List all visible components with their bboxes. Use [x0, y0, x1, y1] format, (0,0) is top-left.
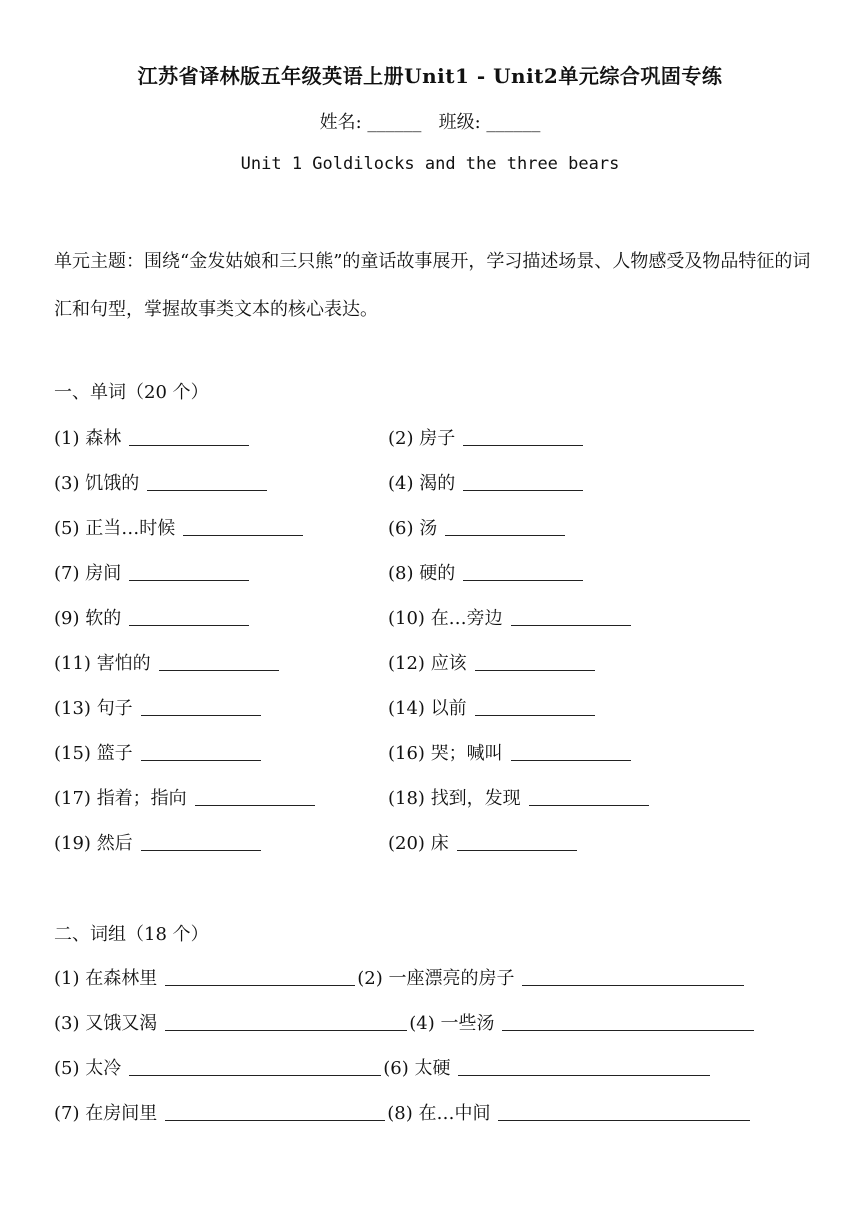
answer-blank[interactable] — [498, 1102, 750, 1121]
word-row — [0, 424, 860, 454]
phrase-row — [0, 964, 860, 994]
phrase-item: (1) 在森林里 (2) 一座漂亮的房子 — [54, 964, 744, 990]
phrase-row — [0, 1054, 860, 1084]
word-row — [0, 694, 860, 724]
answer-blank[interactable] — [511, 742, 631, 761]
word-item: (18) 找到，发现 — [388, 784, 649, 810]
answer-blank[interactable] — [458, 1057, 710, 1076]
page-title: 江苏省译林版五年级英语上册Unit1 - Unit2单元综合巩固专练 — [137, 64, 723, 88]
phrase-item: (5) 太冷 (6) 太硬 — [54, 1054, 710, 1080]
answer-blank[interactable] — [445, 517, 565, 536]
word-item: (16) 哭；喊叫 — [388, 739, 631, 765]
word-item: (2) 房子 — [388, 424, 583, 450]
answer-blank[interactable] — [529, 787, 649, 806]
word-item: (3) 饥饿的 — [54, 469, 267, 495]
unit-title: Unit 1 Goldilocks and the three bears — [240, 154, 620, 174]
word-row — [0, 739, 860, 769]
word-row — [0, 649, 860, 679]
answer-blank[interactable] — [195, 787, 315, 806]
name-label: 姓名: ______ — [319, 112, 422, 133]
answer-blank[interactable] — [159, 652, 279, 671]
phrase-row — [0, 1099, 860, 1129]
answer-blank[interactable] — [141, 697, 261, 716]
answer-blank[interactable] — [183, 517, 303, 536]
word-row — [0, 469, 860, 499]
word-item: (14) 以前 — [388, 694, 595, 720]
answer-blank[interactable] — [511, 607, 631, 626]
word-item: (10) 在…旁边 — [388, 604, 631, 630]
answer-blank[interactable] — [475, 697, 595, 716]
word-item: (19) 然后 — [54, 829, 261, 855]
word-item: (17) 指着；指向 — [54, 784, 315, 810]
phrase-item: (3) 又饿又渴 (4) 一些汤 — [54, 1009, 754, 1035]
student-info-line — [0, 108, 860, 134]
word-item: (11) 害怕的 — [54, 649, 279, 675]
word-row — [0, 559, 860, 589]
answer-blank[interactable] — [463, 427, 583, 446]
unit-theme-paragraph: 单元主题：围绕“金发姑娘和三只熊”的童话故事展开，学习描述场景、人物感受及物品特征的词汇和句型，掌握故事类文本的核心表达。 — [54, 251, 811, 320]
section-words-title: 一、单词（20 个） — [54, 382, 209, 403]
answer-blank[interactable] — [475, 652, 595, 671]
answer-blank[interactable] — [165, 967, 355, 986]
class-label: 班级: ______ — [438, 112, 541, 133]
answer-blank[interactable] — [147, 472, 267, 491]
answer-blank[interactable] — [141, 832, 261, 851]
word-item: (20) 床 — [388, 829, 577, 855]
answer-blank[interactable] — [129, 427, 249, 446]
word-row — [0, 604, 860, 634]
answer-blank[interactable] — [463, 562, 583, 581]
phrase-row — [0, 1009, 860, 1039]
word-item: (1) 森林 — [54, 424, 249, 450]
word-row — [0, 829, 860, 859]
answer-blank[interactable] — [141, 742, 261, 761]
answer-blank[interactable] — [457, 832, 577, 851]
answer-blank[interactable] — [463, 472, 583, 491]
answer-blank[interactable] — [129, 562, 249, 581]
word-item: (13) 句子 — [54, 694, 261, 720]
word-item: (7) 房间 — [54, 559, 249, 585]
word-item: (9) 软的 — [54, 604, 249, 630]
answer-blank[interactable] — [165, 1012, 407, 1031]
answer-blank[interactable] — [129, 1057, 381, 1076]
word-row — [0, 514, 860, 544]
word-item: (4) 渴的 — [388, 469, 583, 495]
answer-blank[interactable] — [165, 1102, 385, 1121]
word-item: (5) 正当…时候 — [54, 514, 303, 540]
word-item: (12) 应该 — [388, 649, 595, 675]
word-item: (6) 汤 — [388, 514, 565, 540]
answer-blank[interactable] — [522, 967, 744, 986]
word-row — [0, 784, 860, 814]
word-item: (8) 硬的 — [388, 559, 583, 585]
word-item: (15) 篮子 — [54, 739, 261, 765]
answer-blank[interactable] — [129, 607, 249, 626]
answer-blank[interactable] — [502, 1012, 754, 1031]
phrase-item: (7) 在房间里 (8) 在…中间 — [54, 1099, 750, 1125]
section-phrases-title: 二、词组（18 个） — [54, 924, 209, 945]
